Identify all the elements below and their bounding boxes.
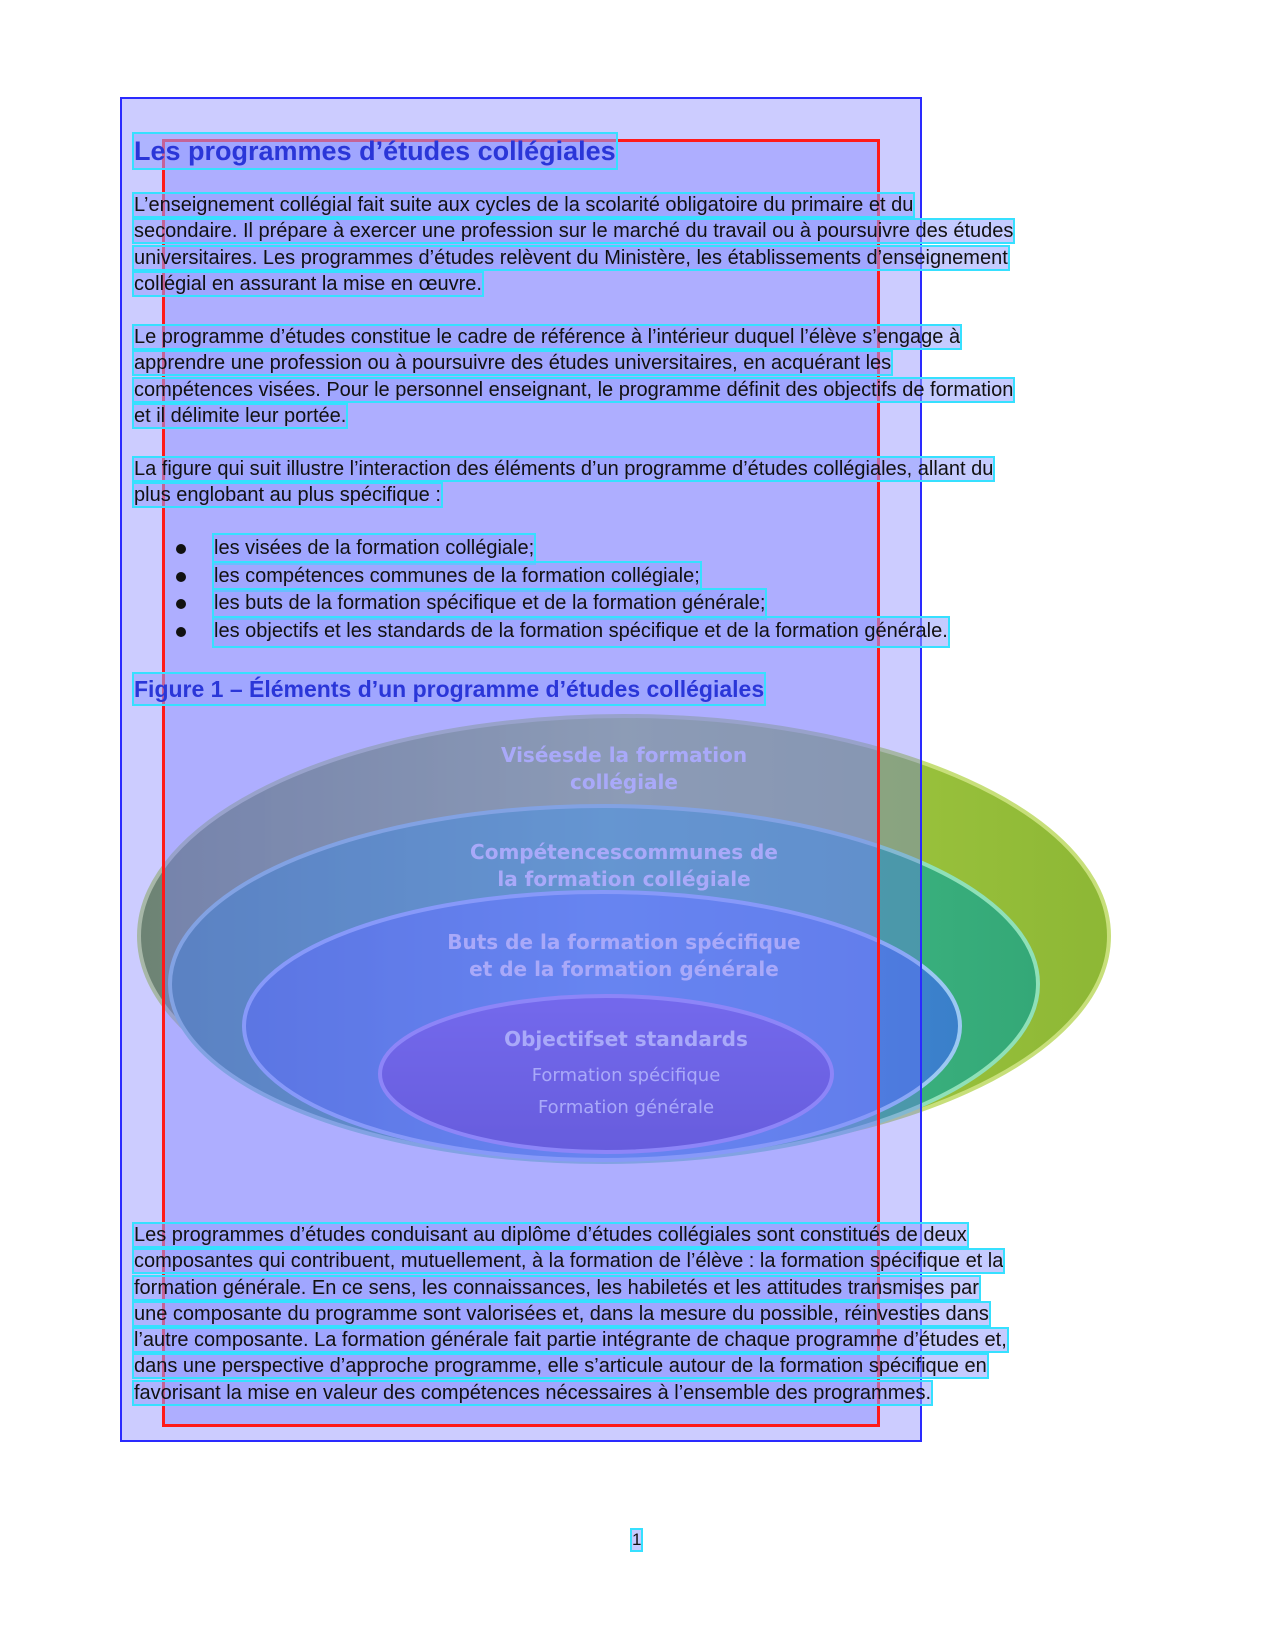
layer-buts-label: Buts de la formation spécifique — [447, 930, 801, 954]
text-line: Le programme d’études constitue le cadre de référence à l’intérieur duquel l’élève s’engage à — [134, 326, 961, 348]
nested-ellipse-diagram — [136, 712, 1112, 1172]
list-item: les buts de la formation spécifique et de la formation générale; — [172, 590, 948, 618]
text-line: universitaires. Les programmes d’études relèvent du Ministère, les établissements d’enseignement — [134, 246, 1008, 269]
layer-buts-label: et de la formation générale — [469, 957, 779, 981]
layer-visees-label: Viséesde la formation — [500, 743, 748, 767]
text-line: et il délimite leur portée. — [134, 404, 347, 427]
layer-competences-label: la formation collégiale — [497, 867, 751, 891]
text-line: une composante du programme sont valorisées et, dans la mesure du possible, réinvesties dans — [134, 1302, 989, 1325]
text-line: composantes qui contribuent, mutuellement, à la formation de l’élève : la formation spécifique et la — [134, 1250, 1004, 1273]
text-line: favorisant la mise en valeur des compétences nécessaires à l’ensemble des programmes. — [134, 1381, 932, 1404]
list-item: les compétences communes de la formation collégiale; — [172, 563, 948, 591]
bullet-icon — [176, 599, 186, 609]
paragraph-figure-intro — [134, 456, 1144, 509]
text-line: La figure qui suit illustre l’interaction des éléments d’un programme d’études collégiales, allant du — [134, 458, 994, 480]
text-line: secondaire. Il prépare à exercer une profession sur le marché du travail ou à poursuivre des études — [134, 220, 1014, 243]
text-line: l’autre composante. La formation générale fait partie intégrante de chaque programme d’études et, — [134, 1329, 1007, 1352]
paragraph-conclusion — [134, 1222, 1144, 1406]
paragraph-intro — [134, 192, 1144, 297]
paragraph-program — [134, 324, 1144, 429]
text-line: compétences visées. Pour le personnel enseignant, le programme définit des objectifs de formation — [134, 378, 1014, 401]
page-title: Les programmes d’études collégiales — [134, 136, 616, 166]
bullet-icon — [176, 572, 186, 582]
layer-objectifs-item: Formation spécifique — [531, 1065, 721, 1086]
text-line: plus englobant au plus spécifique : — [134, 484, 441, 507]
figure-title: Figure 1 – Éléments d’un programme d’études collégiales — [134, 676, 765, 702]
layer-objectifs-item: Formation générale — [537, 1097, 715, 1118]
text-line: dans une perspective d’approche programme, elle s’articule autour de la formation spécifique en — [134, 1355, 987, 1378]
bullet-icon — [176, 627, 186, 637]
text-line: formation générale. En ce sens, les connaissances, les habiletés et les attitudes transmises par — [134, 1276, 979, 1299]
element-list — [172, 535, 948, 646]
list-item: les objectifs et les standards de la formation spécifique et de la formation générale. — [172, 618, 948, 646]
text-line: L’enseignement collégial fait suite aux cycles de la scolarité obligatoire du primaire et du — [134, 194, 914, 216]
layer-competences-label: Compétencescommunes de — [470, 840, 778, 864]
text-line: apprendre une profession ou à poursuivre des études universitaires, en acquérant les — [134, 352, 892, 375]
text-line: collégial en assurant la mise en œuvre. — [134, 272, 482, 295]
page-number: 1 — [632, 1530, 642, 1549]
bullet-icon — [176, 544, 186, 554]
layer-objectifs-title: Objectifset standards — [504, 1027, 748, 1051]
text-line: Les programmes d’études conduisant au diplôme d’études collégiales sont constitués de deux — [134, 1224, 967, 1246]
list-item: les visées de la formation collégiale; — [172, 535, 948, 563]
layer-visees-label: collégiale — [570, 770, 678, 794]
